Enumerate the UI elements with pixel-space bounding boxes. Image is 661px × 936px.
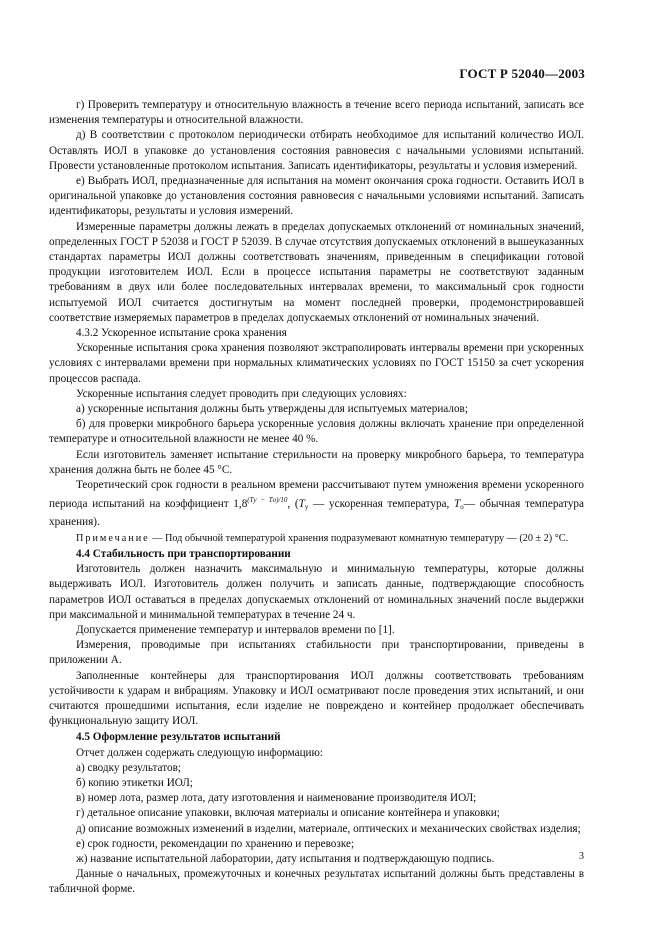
paragraph-accelerated-intro: Ускоренные испытания срока хранения позволяют экстраполировать интервалы времени при ускоренных условиях с интервалами времени при нормальных климатических условиях по ГОСТ 15150 за счет ускорения процессов распада. bbox=[49, 342, 584, 385]
paragraph-transport-4: Заполненные контейнеры для транспортирования ИОЛ должны соответствовать требованиям устойчивости к ударам и вибрациям. Упаковку и ИОЛ осматривают после проведения этих испытаний, и они считаются прошедшими испытания, если изделие не повреждено и контейнер продолжает обеспечивать функциональную защиту ИОЛ. bbox=[49, 669, 584, 728]
note-text: — Под обычной температурой хранения подразумевают комнатную температуру — (20 ± 2) °С. bbox=[149, 532, 569, 544]
theoretical-text-a: Теоретический срок годности в реальном времени рассчитывают путем умножения времени ускоренного периода испытаний на коэффициент 1,8 bbox=[49, 479, 584, 511]
page-number: 3 bbox=[579, 851, 584, 862]
list-item-report-e: е) срок годности, рекомендации по хранению и перевозке; bbox=[76, 837, 355, 850]
section-heading-4-5: 4.5 Оформление результатов испытаний bbox=[76, 731, 281, 744]
paragraph-sterility-replacement: Если изготовитель заменяет испытание стерильности на проверку микробного барьера, то температура хранения должна быть не более 45 °С. bbox=[49, 448, 584, 476]
list-item-accel-b: б) для проверки микробного барьера ускоренные условия должны включать хранение при определенной температуре и относительной влажности не менее 40 %. bbox=[49, 418, 584, 446]
subsection-heading-4-3-2: 4.3.2 Ускоренное испытание срока хранения bbox=[76, 327, 287, 340]
list-item-report-g: г) детальное описание упаковки, включая материалы и описание контейнера и упаковки; bbox=[76, 807, 500, 820]
list-item-report-a: а) сводку результатов; bbox=[76, 761, 181, 774]
note-label: Примечание bbox=[76, 532, 150, 544]
paragraph-measured-params: Измеренные параметры должны лежать в пределах допускаемых отклонений от номинальных значений, определенных ГОСТ Р 52038 и ГОСТ Р 52039. В случае отсутствия допускаемых отклонений в вышеуказанных стандартах параметры ИОЛ должны соответствовать значениям, приведенным в спецификации готовой продукции изготовителем ИОЛ. Если в процессе испытания параметры не соответствуют заданным требованиям в двух или более последовательных интервалах времени, то максимальный срок годности испытуемой ИОЛ считается достигнутым на момент последней проверки, продемонстрировавшей соответствие измеряемых параметров в пределах допускаемых отклонений от номинальных значений. bbox=[49, 220, 584, 324]
document-header: ГОСТ Р 52040—2003 bbox=[459, 66, 585, 81]
paragraph-theoretical-shelf-life: Теоретический срок годности в реальном времени рассчитывают путем умножения времени ускоренного периода испытаний на коэффициент $1,8^{(Tу - Tо)/10}$, ($T_у$ — ускоренная температура, $T_о—$ обычная температура хранения). bbox=[49, 479, 584, 529]
note-paragraph bbox=[49, 531, 584, 546]
list-item-accel-a: а) ускоренные испытания должны быть утверждены для испытуемых материалов; bbox=[76, 403, 468, 416]
paragraph-transport-2: Допускается применение температур и интервалов времени по [1]. bbox=[76, 623, 395, 636]
section-heading-4-4: 4.4 Стабильность при транспортировании bbox=[76, 547, 291, 560]
paragraph-report-intro: Отчет должен содержать следующую информацию: bbox=[76, 746, 324, 759]
list-item-report-b: б) копию этикетки ИОЛ; bbox=[76, 776, 194, 789]
paragraph-transport-3: Измерения, проводимые при испытаниях стабильности при транспортировании, приведены в приложении А. bbox=[49, 639, 584, 667]
paragraph-item-d: д) В соответствии с протоколом периодически отбирать необходимое для испытаний количество ИОЛ. Оставлять ИОЛ в упаковке до установления состояния равновесия с начальными условиями испытаний. Провести установленные протоколом испытания. Записать идентификаторы, результаты и условия измерений. bbox=[49, 129, 584, 172]
coefficient-exponent: (Tу − Tо)/10 bbox=[247, 496, 288, 505]
paragraph-accelerated-conditions: Ускоренные испытания следует проводить при следующих условиях: bbox=[76, 387, 407, 400]
paragraph-item-g: г) Проверить температуру и относительную влажность в течение всего периода испытаний, записать все изменения температуры и относительной влажности. bbox=[49, 99, 584, 127]
paragraph-transport-1: Изготовитель должен назначить максимальную и минимальную температуры, которые должны выдерживать ИОЛ. Изготовитель должен получить и записать данные, подтверждающие способность параметров ИОЛ оставаться в пределах допускаемых отклонений от номинальных значений после выдержки при максимальной и минимальной температурах в течение 24 ч. bbox=[49, 563, 584, 621]
document-body bbox=[49, 98, 584, 898]
list-item-report-zh: ж) название испытательной лаборатории, дату испытания и подтверждающую подпись. bbox=[76, 852, 495, 865]
list-item-report-v: в) номер лота, размер лота, дату изготовления и наименование производителя ИОЛ; bbox=[76, 792, 477, 805]
paragraph-final-data: Данные о начальных, промежуточных и конечных результатах испытаний должны быть представлены в табличной форме. bbox=[49, 868, 584, 896]
paragraph-item-e: е) Выбрать ИОЛ, предназначенные для испытания на момент окончания срока годности. Оставить ИОЛ в оригинальной упаковке до установления состояния равновесия с начальными условиями испытаний. Записать идентификаторы, результаты и условия измерений. bbox=[49, 175, 584, 218]
list-item-report-d: д) описание возможных изменений в изделии, материале, оптических и механических свойствах изделия; bbox=[76, 822, 581, 835]
